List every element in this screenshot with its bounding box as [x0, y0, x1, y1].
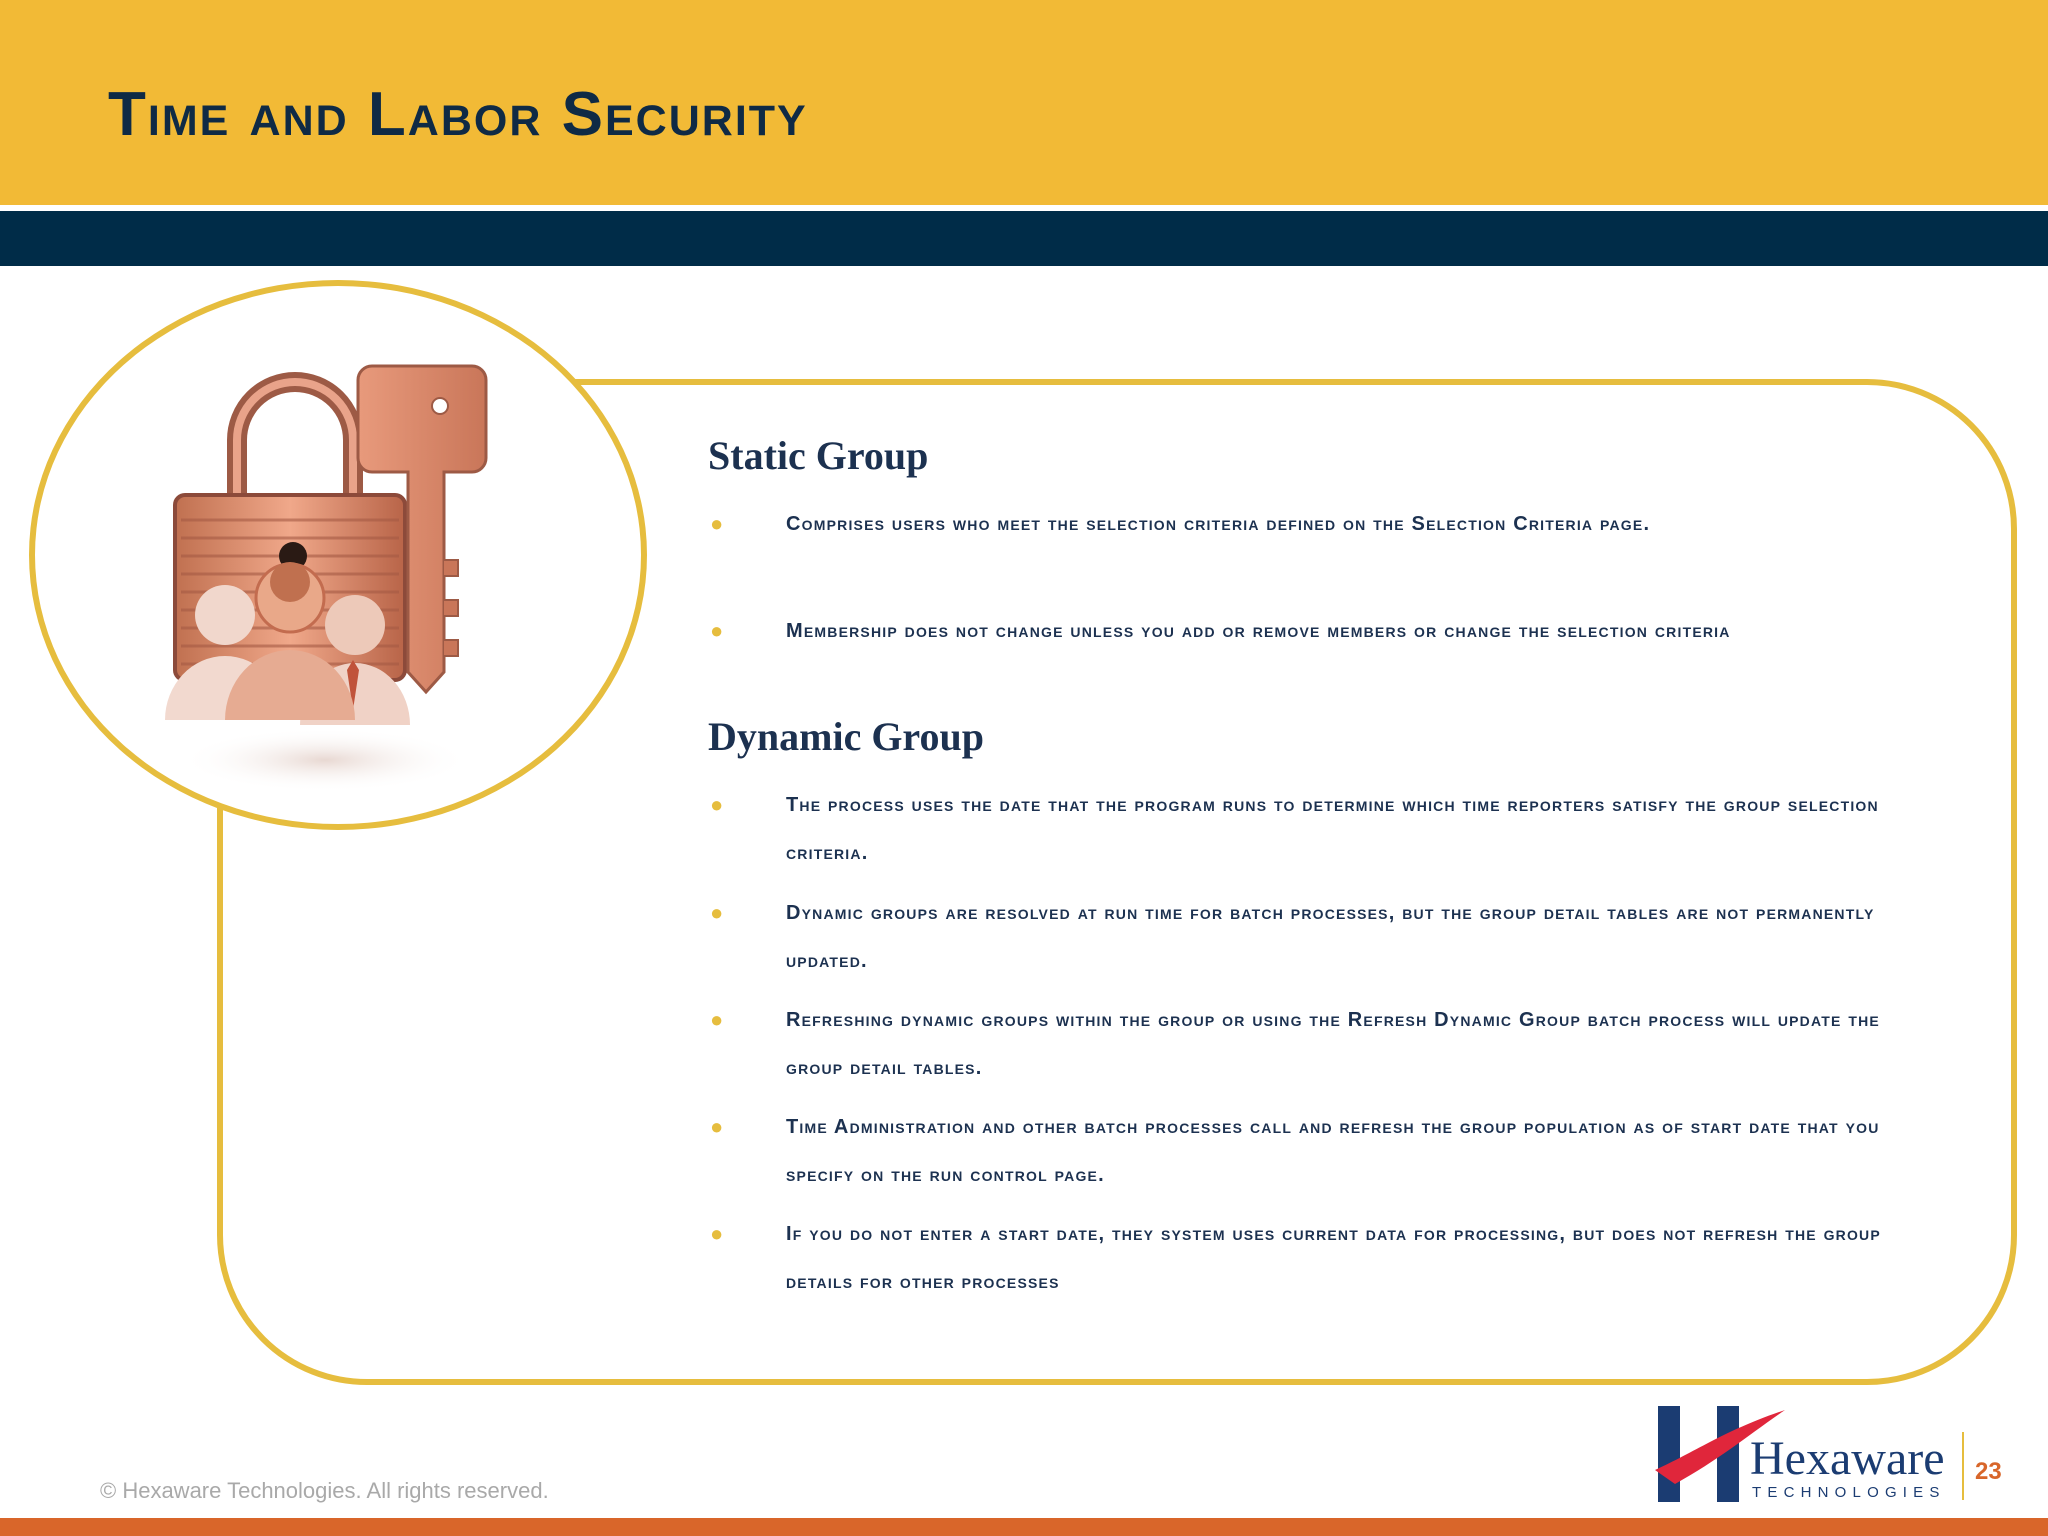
logo-tagline: TECHNOLOGIES — [1752, 1484, 1946, 1501]
bullet-text: If you do not enter a start date, they system uses current data for processing, but does not refresh the group details for other processes — [786, 1223, 1881, 1293]
bullet-dot-icon: ● — [710, 511, 724, 536]
page-number: 23 — [1975, 1458, 2002, 1485]
bullet-dot-icon: ● — [710, 1114, 724, 1139]
bullet-text: Comprises users who meet the selection criteria defined on the Selection Criteria page. — [786, 513, 1651, 535]
bullet-text: Dynamic groups are resolved at run time for batch processes, but the group detail tables are not permanently updated. — [786, 902, 1875, 972]
bullet-text: Time Administration and other batch processes call and refresh the group population as of start date that you specify on the run control page. — [786, 1116, 1880, 1186]
bullet-dot-icon: ● — [710, 1221, 724, 1246]
logo-divider — [1962, 1432, 1964, 1500]
section-heading-static-group: Static Group — [708, 433, 929, 478]
section-heading-dynamic-group: Dynamic Group — [708, 714, 984, 759]
header-stripe — [0, 211, 2048, 266]
bullet-text: Membership does not change unless you add or remove members or change the selection criteria — [786, 620, 1731, 642]
bullet-dot-icon: ● — [710, 900, 724, 925]
bullet-text: The process uses the date that the program runs to determine which time reporters satisfy the group selection criteria. — [786, 794, 1879, 864]
copyright-text: © Hexaware Technologies. All rights reserved. — [100, 1478, 549, 1503]
bullet-dot-icon: ● — [710, 1007, 724, 1032]
logo-wordmark: Hexaware — [1750, 1432, 1945, 1485]
bullet-text: Refreshing dynamic groups within the group or using the Refresh Dynamic Group batch process will update the group detail tables. — [786, 1009, 1880, 1079]
bullet-dot-icon: ● — [710, 618, 724, 643]
padlock-key-users-icon — [165, 360, 545, 800]
footer-bar — [0, 1518, 2048, 1536]
slide-title: Time and Labor Security — [108, 80, 808, 149]
bullet-dot-icon: ● — [710, 792, 724, 817]
